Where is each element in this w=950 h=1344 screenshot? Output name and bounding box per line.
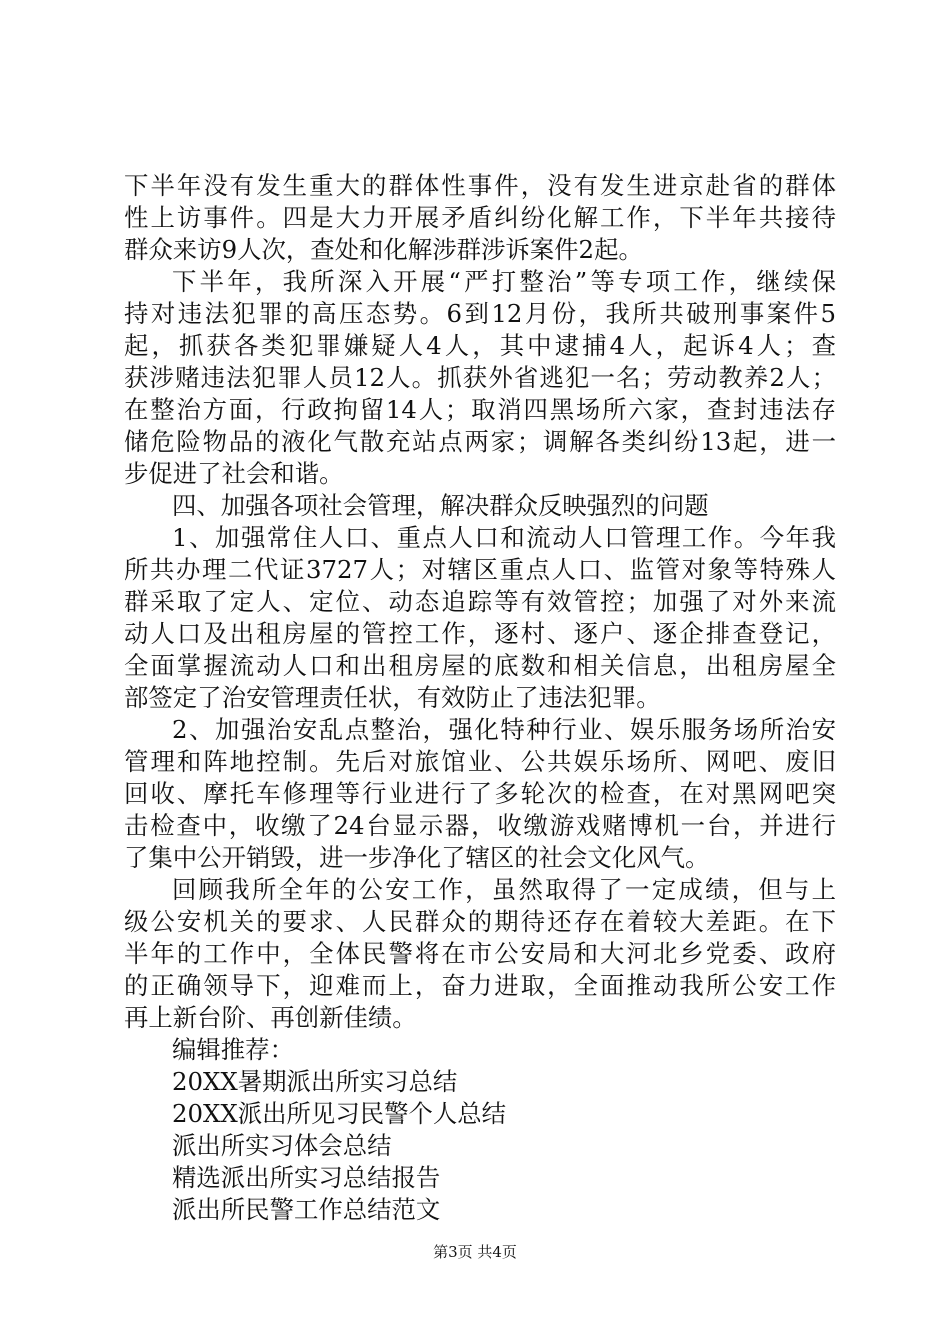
text-line: 全面掌握流动人口和出租房屋的底数和相关信息，出租房屋全 (124, 651, 836, 680)
text-line: 下半年没有发生重大的群体性事件，没有发生进京赴省的群体 (124, 171, 836, 200)
recommend-link[interactable]: 20XX暑期派出所实习总结 (172, 1067, 458, 1096)
text-line: 的正确领导下，迎难而上，奋力进取，全面推动我所公安工作 (124, 971, 836, 1000)
recommend-label: 编辑推荐： (172, 1035, 294, 1064)
text-line: 动人口及出租房屋的管控工作，逐村、逐户、逐企排查登记， (124, 619, 836, 648)
recommend-link[interactable]: 精选派出所实习总结报告 (172, 1163, 441, 1192)
text-line: 所共办理二代证3727人；对辖区重点人口、监管对象等特殊人 (124, 555, 836, 584)
text-line: 半年的工作中，全体民警将在市公安局和大河北乡党委、政府 (124, 939, 836, 968)
paragraph-review (124, 874, 836, 1034)
recommend-link[interactable]: 20XX派出所见习民警个人总结 (172, 1099, 507, 1128)
paragraph-continuation (124, 170, 836, 266)
text-line: 管理和阵地控制。先后对旅馆业、公共娱乐场所、网吧、废旧 (124, 747, 836, 776)
text-line: 再上新台阶、再创新佳绩。 (124, 1003, 417, 1032)
text-line: 下半年，我所深入开展“严打整治”等专项工作，继续保 (172, 267, 836, 296)
page-number: 第3页 共4页 (433, 1243, 517, 1261)
section-heading (124, 490, 836, 522)
document-body (124, 170, 836, 1226)
text-line: 四、加强各项社会管理，解决群众反映强烈的问题 (172, 491, 709, 520)
text-line: 获涉赌违法犯罪人员12人。抓获外省逃犯一名；劳动教养2人； (124, 363, 836, 392)
text-line: 部签定了治安管理责任状，有效防止了违法犯罪。 (124, 683, 661, 712)
text-line: 1、加强常住人口、重点人口和流动人口管理工作。今年我 (172, 523, 836, 552)
recommend-link[interactable]: 派出所实习体会总结 (172, 1131, 392, 1160)
text-line: 了集中公开销毁，进一步净化了辖区的社会文化风气。 (124, 843, 710, 872)
text-line: 2、加强治安乱点整治，强化特种行业、娱乐服务场所治安 (172, 715, 836, 744)
text-line: 击检查中，收缴了24台显示器，收缴游戏赌博机一台，并进行 (124, 811, 836, 840)
paragraph-public-order (124, 714, 836, 874)
text-line: 群众来访9人次，查处和化解涉群涉诉案件2起。 (124, 235, 643, 264)
text-line: 性上访事件。四是大力开展矛盾纠纷化解工作，下半年共接待 (124, 203, 836, 232)
text-line: 群采取了定人、定位、动态追踪等有效管控；加强了对外来流 (124, 587, 836, 616)
text-line: 级公安机关的要求、人民群众的期待还存在着较大差距。在下 (124, 907, 836, 936)
text-line: 持对违法犯罪的高压态势。6到12月份，我所共破刑事案件5 (124, 299, 836, 328)
recommend-section (124, 1034, 836, 1226)
text-line: 储危险物品的液化气散充站点两家；调解各类纠纷13起，进一 (124, 427, 836, 456)
text-line: 回顾我所全年的公安工作，虽然取得了一定成绩，但与上 (172, 875, 836, 904)
text-line: 回收、摩托车修理等行业进行了多轮次的检查，在对黑网吧突 (124, 779, 836, 808)
text-line: 在整治方面，行政拘留14人；取消四黑场所六家，查封违法存 (124, 395, 836, 424)
recommend-link[interactable]: 派出所民警工作总结范文 (172, 1195, 441, 1224)
text-line: 步促进了社会和谐。 (124, 459, 344, 488)
text-line: 起，抓获各类犯罪嫌疑人4人，其中逮捕4人，起诉4人；查 (124, 331, 836, 360)
paragraph-crackdown (124, 266, 836, 490)
paragraph-population-management (124, 522, 836, 714)
